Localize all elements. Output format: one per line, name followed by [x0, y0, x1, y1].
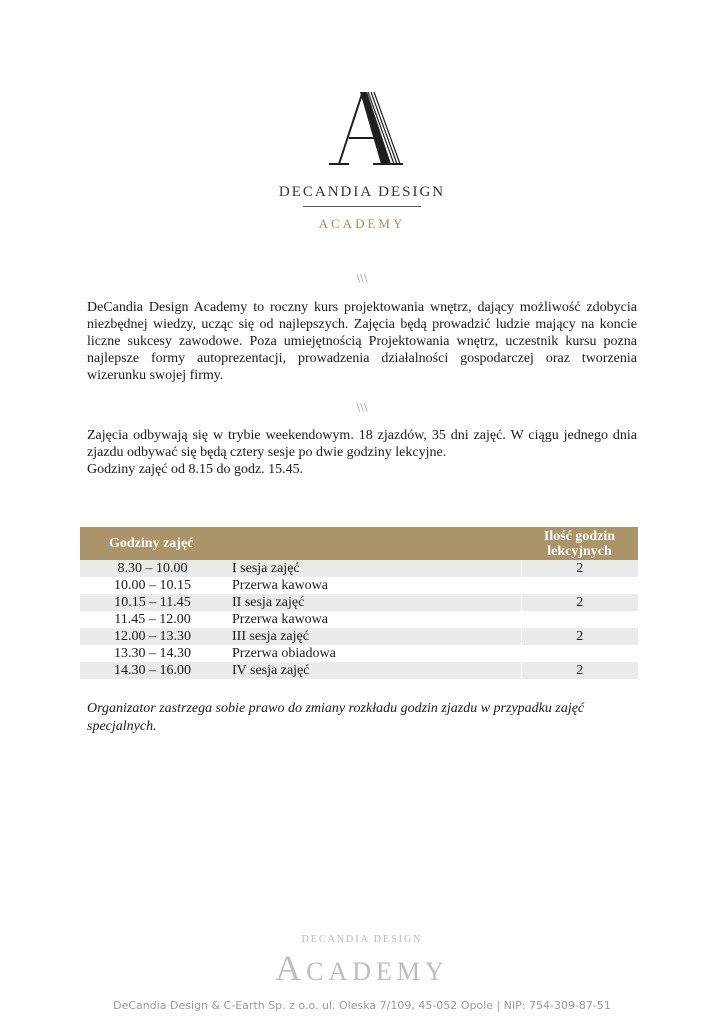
row-time: 13.30 – 14.30	[114, 646, 191, 661]
row-hours	[521, 645, 638, 662]
footer-logo	[0, 934, 724, 989]
schedule-paragraph: Zajęcia odbywają się w trybie weekendowym. 18 zjazdów, 35 dni zajęć. W ciągu jednego dnia zjazdu odbywać się będą cztery sesje po dwie godziny lekcyjne.	[87, 428, 637, 460]
row-activity: Przerwa obiadowa	[232, 646, 336, 661]
row-time: 11.45 – 12.00	[114, 612, 191, 627]
schedule-table	[80, 527, 638, 679]
footer-subtitle-rest: CADEMY	[306, 957, 449, 986]
footer-initial: A	[275, 948, 307, 988]
section-separator: \\\	[356, 401, 368, 414]
header-lesson-count: Ilość godzin lekcyjnych	[521, 527, 638, 560]
row-activity: II sesja zajęć	[225, 594, 521, 611]
row-time: 10.00 – 10.15	[114, 578, 191, 593]
row-time: 10.15 – 11.45	[80, 594, 225, 611]
header-hours: Godziny zajęć	[80, 527, 225, 560]
schedule-note: Organizator zastrzega sobie prawo do zmiany rozkładu godzin zjazdu w przypadku zajęć specjalnych.	[87, 701, 585, 734]
footer-address: DeCandia Design & C-Earth Sp. z o.o. ul. Oleska 7/109, 45-052 Opole | NIP: 754-309-87-51	[113, 999, 611, 1012]
section-separator: \\\	[356, 272, 368, 285]
intro-paragraph: DeCandia Design Academy to roczny kurs projektowania wnętrz, dający możliwość zdobycia niezbędnej wiedzy, ucząc się od najlepszych. Zajęcia będą prowadzić ludzie mający na koncie liczne sukcesy zawodowe. Poza umiejętnością Projektowania wnętrz, uczestnik kursu pozna najlepsze formy autoprezentacji, prowadzenia działalności gospodarczej oraz tworzenia wizerunku swojej firmy.	[87, 300, 637, 383]
table-row	[80, 560, 638, 577]
table-row	[80, 662, 638, 679]
row-hours	[521, 577, 638, 594]
row-hours: 2	[521, 662, 638, 679]
table-row	[80, 594, 638, 611]
row-time: 12.00 – 13.30	[80, 628, 225, 645]
row-activity: Przerwa kawowa	[232, 578, 329, 593]
table-row	[80, 611, 638, 628]
brand-name: DECANDIA DESIGN	[278, 184, 446, 200]
row-time: 8.30 – 10.00	[80, 560, 225, 577]
header-activity	[225, 527, 521, 560]
row-activity: IV sesja zajęć	[225, 662, 521, 679]
table-row	[80, 645, 638, 662]
row-activity: I sesja zajęć	[225, 560, 521, 577]
row-activity: Przerwa kawowa	[232, 612, 329, 627]
footer-brand-name: DECANDIA DESIGN	[301, 934, 423, 945]
header-logo	[0, 90, 724, 232]
row-time: 14.30 – 16.00	[80, 662, 225, 679]
row-hours: 2	[521, 628, 638, 645]
academy-a-logo-icon	[317, 90, 407, 170]
brand-subtitle: ACADEMY	[318, 216, 406, 231]
row-hours: 2	[521, 594, 638, 611]
hours-paragraph: Godziny zajęć od 8.15 do godz. 15.45.	[87, 462, 304, 477]
row-hours	[521, 611, 638, 628]
footer-brand-subtitle	[0, 947, 724, 989]
row-activity: III sesja zajęć	[225, 628, 521, 645]
table-header-row	[80, 527, 638, 560]
row-hours: 2	[521, 560, 638, 577]
table-row	[80, 628, 638, 645]
brand-divider	[303, 206, 421, 207]
table-row	[80, 577, 638, 594]
